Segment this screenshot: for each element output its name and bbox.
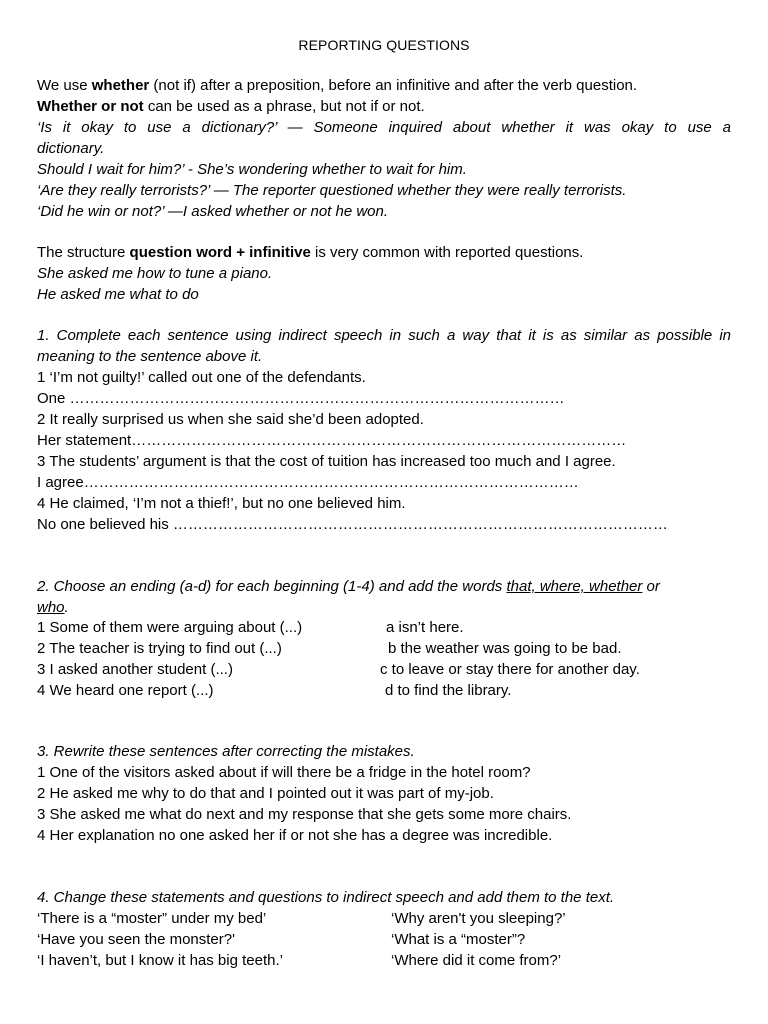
exercise-2-instruction-text: or — [642, 578, 660, 595]
exercise-4-statement: ‘Where did it come from?’ — [391, 952, 562, 969]
structure-example-1: She asked me how to tune a piano. — [37, 265, 273, 282]
exercise-2-instruction-1 — [37, 578, 660, 596]
exercise-1-item: 2 It really surprised us when she said she’d been adopted. — [37, 411, 424, 428]
exercise-2-beginning: 3 I asked another student (...) — [37, 661, 233, 678]
intro-line-2 — [37, 98, 425, 116]
exercise-1-answer-line: Her statement……………………………………………………………………………………… — [37, 432, 627, 449]
exercise-2-beginning: 1 Some of them were arguing about (...) — [37, 619, 303, 636]
structure-keyword: question word + infinitive — [129, 244, 311, 261]
intro-example-1b: dictionary. — [37, 140, 105, 157]
intro-example-4: ‘Did he win or not?’ —I asked whether or not he won. — [37, 203, 389, 220]
intro-text: can be used as a phrase, but not if or not. — [143, 98, 425, 115]
exercise-3-item: 3 She asked me what do next and my response that she gets some more chairs. — [37, 806, 572, 823]
exercise-1-answer-line: I agree……………………………………………………………………………………… — [37, 474, 579, 491]
intro-example-1a: ‘Is it okay to use a dictionary?’ — Someone inquired about whether it was okay to use a — [37, 119, 731, 136]
exercise-1-answer-line: No one believed his ……………………………………………………………………………………… — [37, 516, 668, 533]
exercise-3-item: 2 He asked me why to do that and I pointed out it was part of my-job. — [37, 785, 494, 802]
exercise-3-instruction: 3. Rewrite these sentences after correcting the mistakes. — [37, 743, 415, 760]
structure-line — [37, 244, 583, 262]
exercise-4-statement: ‘Have you seen the monster?' — [37, 931, 235, 948]
structure-text: is very common with reported questions. — [310, 244, 584, 261]
exercise-2-ending: b the weather was going to be bad. — [388, 640, 622, 657]
exercise-1-item: 3 The students’ argument is that the cost of tuition has increased too much and I agree. — [37, 453, 616, 470]
structure-example-2: He asked me what to do — [37, 286, 199, 303]
exercise-3-item: 4 Her explanation no one asked her if or not she has a degree was incredible. — [37, 827, 553, 844]
exercise-2-beginning: 4 We heard one report (...) — [37, 682, 214, 699]
exercise-3-item: 1 One of the visitors asked about if will there be a fridge in the hotel room? — [37, 764, 531, 781]
intro-text: (not if) after a preposition, before an infinitive and after the verb question. — [149, 77, 638, 94]
exercise-2-instruction-text: . — [64, 599, 69, 616]
exercise-2-ending: a isn’t here. — [386, 619, 464, 636]
intro-keyword-whether-or-not: Whether or not — [37, 98, 144, 115]
exercise-2-keywords: that, where, whether — [506, 578, 643, 595]
exercise-2-ending: c to leave or stay there for another day. — [380, 661, 640, 678]
intro-example-2: Should I wait for him?’ - She’s wondering whether to wait for him. — [37, 161, 467, 178]
exercise-2-ending: d to find the library. — [385, 682, 512, 699]
exercise-1-answer-line: One ……………………………………………………………………………………… — [37, 390, 565, 407]
exercise-1-item: 1 ‘I’m not guilty!’ called out one of the defendants. — [37, 369, 366, 386]
exercise-4-statement: ‘What is a “moster”? — [391, 931, 526, 948]
intro-line-1 — [37, 77, 637, 95]
exercise-4-statement: ‘There is a “moster” under my bed’ — [37, 910, 267, 927]
exercise-4-instruction: 4. Change these statements and questions to indirect speech and add them to the text. — [37, 889, 615, 906]
intro-example-3: ‘Are they really terrorists?’ — The reporter questioned whether they were really terrorists. — [37, 182, 627, 199]
intro-keyword-whether: whether — [91, 77, 150, 94]
exercise-4-statement: ‘Why aren't you sleeping?’ — [391, 910, 566, 927]
page-title: REPORTING QUESTIONS — [298, 37, 470, 53]
exercise-2-instruction-text: 2. Choose an ending (a-d) for each beginning (1-4) and add the words — [37, 578, 507, 595]
exercise-1-instruction-2: meaning to the sentence above it. — [37, 348, 263, 365]
intro-text: We use — [37, 77, 92, 94]
exercise-2-keyword-who: who — [37, 599, 65, 616]
exercise-2-instruction-2 — [37, 599, 69, 617]
exercise-1-item: 4 He claimed, ‘I’m not a thief!’, but no one believed him. — [37, 495, 406, 512]
structure-text: The structure — [37, 244, 130, 261]
exercise-2-beginning: 2 The teacher is trying to find out (...) — [37, 640, 282, 657]
exercise-1-instruction-1: 1. Complete each sentence using indirect speech in such a way that it is as similar as possible in — [37, 327, 731, 344]
exercise-4-statement: ‘I haven’t, but I know it has big teeth.’ — [37, 952, 283, 969]
